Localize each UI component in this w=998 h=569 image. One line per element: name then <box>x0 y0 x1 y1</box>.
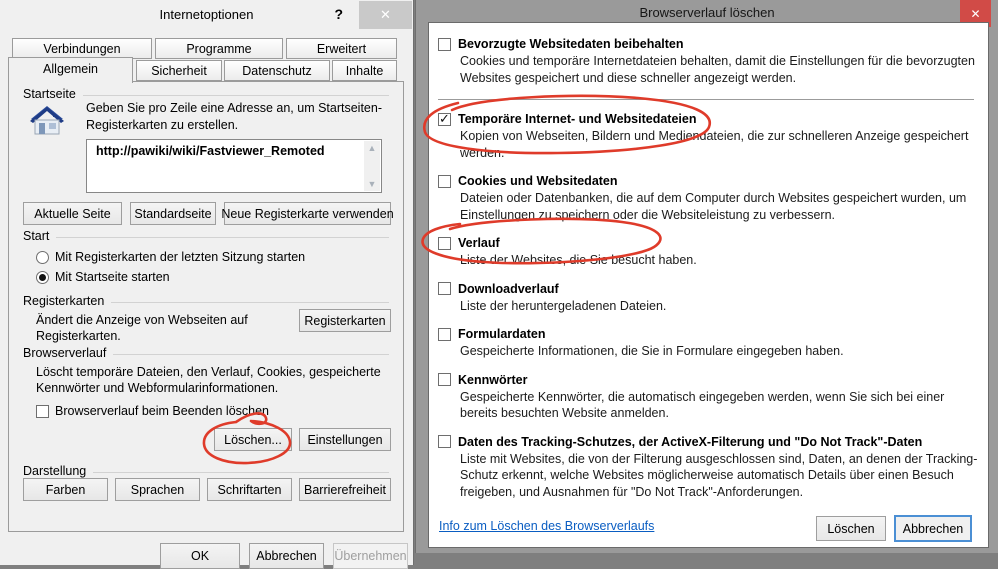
browserverlauf-description: Löscht temporäre Dateien, den Verlauf, Cookies, gespeicherte Kennwörter und Webformularinformationen. <box>36 365 381 395</box>
group-label: Darstellung <box>23 464 87 478</box>
radio-label: Mit Registerkarten der letzten Sitzung starten <box>55 250 306 264</box>
radio-option-last-session[interactable] <box>36 250 305 264</box>
item-label: Temporäre Internet- und Websitedateien <box>458 112 697 126</box>
group-start <box>23 229 389 243</box>
item-label: Daten des Tracking-Schutzes, der ActiveX-Filterung und "Do Not Track"-Daten <box>458 434 923 449</box>
radio-icon[interactable] <box>36 251 49 264</box>
checkbox-icon[interactable] <box>438 175 451 188</box>
item-label: Kennwörter <box>458 372 528 387</box>
internet-options-dialog <box>0 0 414 565</box>
radio-option-homepage[interactable] <box>36 270 170 284</box>
barrierefreiheit-button[interactable]: Barrierefreiheit <box>299 478 391 501</box>
farben-button[interactable]: Farben <box>23 478 108 501</box>
history-item-passwords <box>438 373 976 422</box>
group-darstellung <box>23 464 389 478</box>
uebernehmen-button-disabled: Übernehmen <box>333 543 408 569</box>
history-item-tracking <box>438 435 976 501</box>
abbrechen-button-focused[interactable]: Abbrechen <box>894 515 972 542</box>
dialog-title: Browserverlauf löschen <box>639 5 775 20</box>
homepage-url-value: http://pawiki/wiki/Fastviewer_Remoted <box>96 144 325 158</box>
radio-icon[interactable] <box>36 271 49 284</box>
ok-button[interactable]: OK <box>160 543 240 569</box>
checkbox-icon[interactable] <box>438 328 451 341</box>
dialog-body <box>428 22 989 548</box>
item-description: Liste der heruntergeladenen Dateien. <box>460 298 667 313</box>
home-icon <box>29 104 65 136</box>
item-description: Liste der Websites, die Sie besucht haben. <box>460 253 697 267</box>
checkbox-row[interactable] <box>438 327 976 341</box>
delete-browsing-history-dialog <box>415 0 998 553</box>
item-label: Downloadverlauf <box>458 281 559 296</box>
group-registerkarten <box>23 294 389 308</box>
history-item-cookies <box>438 174 976 223</box>
item-label: Formulardaten <box>458 327 546 341</box>
tab-programme[interactable]: Programme <box>155 38 283 59</box>
dialog-title: Internetoptionen <box>159 7 254 22</box>
neue-registerkarte-button[interactable]: Neue Registerkarte verwenden <box>224 202 391 225</box>
checkbox-row[interactable] <box>438 112 976 126</box>
item-description: Gespeicherte Kennwörter, die automatisch eingegeben werden, wenn Sie sich bei einer bereits besuchten Website anmelden. <box>460 389 945 420</box>
checkbox-row[interactable] <box>438 236 976 250</box>
radio-label: Mit Startseite starten <box>55 270 170 284</box>
group-label: Start <box>23 229 50 243</box>
checkbox-icon[interactable] <box>438 373 451 386</box>
help-icon[interactable]: ? <box>334 6 343 22</box>
checkbox-icon[interactable] <box>438 237 451 250</box>
item-description: Dateien oder Datenbanken, die auf dem Computer durch Websites gespeichert wurden, um Einstellungen zu speichern oder die Websiteleistung zu verbessern. <box>460 191 967 222</box>
item-description: Liste mit Websites, die von der Filterung ausgeschlossen sind, Daten, an denen der Tracking-Schutz erkennt, welche Websites möglicherweise automatisch Details über einen Besuch freigeben, und Ausnahmen für "Do Not Track"-Anforderungen. <box>460 451 978 499</box>
schriftarten-button[interactable]: Schriftarten <box>207 478 292 501</box>
aktuelle-seite-button[interactable]: Aktuelle Seite <box>23 202 122 225</box>
item-description: Kopien von Webseiten, Bildern und Mediendateien, die zur schnelleren Anzeige gespeichert werden. <box>460 129 969 160</box>
checkbox-icon[interactable] <box>36 405 49 418</box>
group-label: Browserverlauf <box>23 346 107 360</box>
einstellungen-button[interactable]: Einstellungen <box>299 428 391 451</box>
checkbox-row[interactable] <box>438 373 976 387</box>
item-label: Verlauf <box>458 236 500 250</box>
item-description: Cookies und temporäre Internetdateien behalten, damit die Einstellungen für die bevorzugten Websites gespeichert und diese schneller angezeigt werden. <box>460 54 975 85</box>
abbrechen-button[interactable]: Abbrechen <box>249 543 324 569</box>
checkbox-icon[interactable] <box>438 282 451 295</box>
tab-page-allgemein <box>8 81 404 532</box>
delete-history-info-link[interactable]: Info zum Löschen des Browserverlaufs <box>439 519 655 533</box>
loeschen-button[interactable]: Löschen <box>816 516 886 541</box>
group-label: Startseite <box>23 87 76 101</box>
title-bar <box>0 0 413 30</box>
separator <box>438 99 974 100</box>
checkbox-icon[interactable] <box>438 38 451 51</box>
checkbox-row[interactable] <box>438 435 976 449</box>
history-item-formdata <box>438 327 976 360</box>
homepage-url-input[interactable] <box>86 139 382 193</box>
tab-datenschutz[interactable]: Datenschutz <box>224 60 330 81</box>
tab-erweitert[interactable]: Erweitert <box>286 38 397 59</box>
checkbox-row[interactable] <box>438 174 976 188</box>
history-item-verlauf <box>438 236 976 269</box>
checkbox-label: Browserverlauf beim Beenden löschen <box>55 404 270 418</box>
tab-allgemein-active[interactable]: Allgemein <box>8 57 133 83</box>
scroll-up-icon[interactable]: ▲ <box>367 143 377 153</box>
textarea-scrollbar[interactable] <box>364 141 380 191</box>
checkbox-icon[interactable] <box>438 435 451 448</box>
close-icon[interactable]: ✕ <box>359 1 412 29</box>
delete-on-exit-checkbox[interactable] <box>36 404 269 418</box>
checkbox-icon[interactable] <box>438 113 451 126</box>
registerkarten-description: Ändert die Anzeige von Webseiten auf Registerkarten. <box>36 313 248 343</box>
standardseite-button[interactable]: Standardseite <box>130 202 216 225</box>
tab-inhalte[interactable]: Inhalte <box>332 60 397 81</box>
checkbox-row[interactable] <box>438 282 976 296</box>
checkbox-row[interactable] <box>438 37 976 51</box>
close-icon[interactable]: ✕ <box>960 0 991 27</box>
loeschen-button[interactable]: Löschen... <box>214 428 292 451</box>
group-startseite <box>23 87 389 101</box>
item-description: Gespeicherte Informationen, die Sie in Formulare eingegeben haben. <box>460 344 844 358</box>
history-item-downloads <box>438 282 976 315</box>
tab-verbindungen[interactable]: Verbindungen <box>12 38 152 59</box>
item-label: Bevorzugte Websitedaten beibehalten <box>458 37 684 51</box>
group-label: Registerkarten <box>23 294 105 308</box>
startseite-description: Geben Sie pro Zeile eine Adresse an, um Startseiten-Registerkarten zu erstellen. <box>86 101 382 132</box>
tab-sicherheit[interactable]: Sicherheit <box>136 60 222 81</box>
group-browserverlauf <box>23 346 389 360</box>
item-label: Cookies und Websitedaten <box>458 174 618 188</box>
history-item-favorites <box>438 37 976 86</box>
registerkarten-button[interactable]: Registerkarten <box>299 309 391 332</box>
history-item-temp-files <box>438 112 976 161</box>
scroll-down-icon[interactable]: ▼ <box>367 179 377 189</box>
sprachen-button[interactable]: Sprachen <box>115 478 200 501</box>
